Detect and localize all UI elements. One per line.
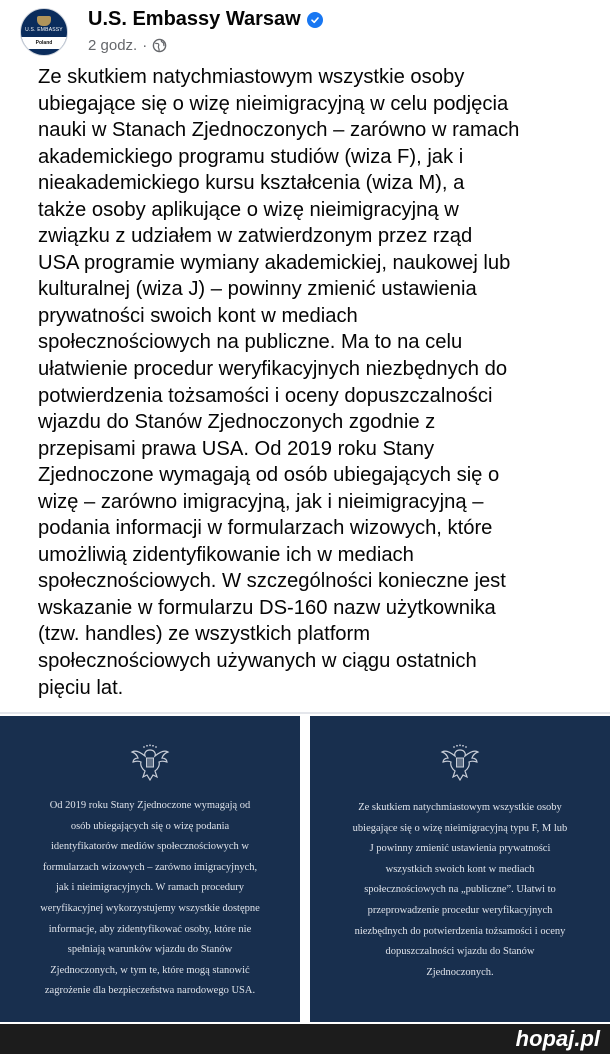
eagle-seal-icon — [440, 744, 480, 786]
post-images — [0, 716, 610, 1024]
post-meta — [88, 37, 167, 54]
post-header — [18, 6, 578, 60]
meta-separator: · — [142, 37, 148, 54]
watermark-logo: hopaj.pl — [515, 1026, 600, 1051]
page-avatar[interactable] — [20, 8, 68, 56]
post-divider — [0, 712, 610, 714]
page-name-row — [88, 8, 323, 31]
post-image-left[interactable] — [0, 716, 300, 1022]
watermark-bar — [0, 1024, 610, 1054]
embassy-seal-icon — [37, 16, 51, 26]
post-timestamp[interactable]: 2 godz. — [88, 37, 138, 54]
eagle-seal-icon — [130, 744, 170, 786]
image-right-text: Ze skutkiem natychmiastowym wszystkie osoby ubiegające się o wizę nieimigracyjną typu F, M lub J powinny zmienić ustawienia prywatności wszystkich swoich kont w mediach społecznościowych na „publiczne”. Ułatwi to przeprowadzenie procedur weryfikacyjnych niezbędnych do potwierdzenia tożsamości i oceny dopuszczalności wjazdu do Stanów Zjednoczonych. — [352, 802, 568, 978]
globe-icon[interactable] — [152, 38, 167, 53]
avatar-top-text: U.S. EMBASSY — [25, 26, 63, 33]
page-name-link[interactable]: U.S. Embassy Warsaw — [88, 8, 301, 30]
verified-badge-icon — [307, 12, 323, 28]
avatar-bottom-text: Poland — [21, 37, 67, 49]
post-image-right[interactable] — [310, 716, 610, 1022]
image-left-text: Od 2019 roku Stany Zjednoczone wymagają od osób ubiegających się o wizę podania identyfikatorów mediów społecznościowych w formularzach wizowych – zarówno imigracyjnych, jak i nieimigracyjnych. W ramach procedury weryfikacyjnej wykorzystujemy wszystkie dostępne informacje, aby zidentyfikować osoby, które nie spełniają warunków wjazdu do Stanów Zjednoczonych, w tym te, które mogą stanowić zagrożenie dla bezpieczeństwa narodowego USA. — [40, 800, 260, 997]
post-message: Ze skutkiem natychmiastowym wszystkie osoby ubiegające się o wizę nieimigracyjną w celu podjęcia nauki w Stanach Zjednoczonych – zarówno w ramach akademickiego programu studiów (wiza F), jak i nieakademickiego kursu kształcenia (wiza M), a także osoby aplikujące o wizę nieimigracyjną w związku z udziałem w zatwierdzonym przez rząd USA programie wymiany akademickiej, naukowej lub kulturalnej (wiza J) – powinny zmienić ustawienia prywatności swoich kont w mediach społecznościowych na publiczne. Ma to na celu ułatwienie procedur weryfikacyjnych niezbędnych do potwierdzenia tożsamości i oceny dopuszczalności wjazdu do Stanów Zjednoczonych zgodnie z przepisami prawa USA. Od 2019 roku Stany Zjednoczone wymagają od osób ubiegających się o wizę – zarówno imigracyjną, jak i nieimigracyjną – podania informacji w formularzach wizowych, które umożliwią zidentyfikowanie ich w mediach społecznościowych. W szczególności konieczne jest wskazanie w formularzu DS-160 nazw użytkownika (tzw. handles) ze wszystkich platform społecznościowych używanych w ciągu ostatnich pięciu lat. — [38, 66, 520, 699]
